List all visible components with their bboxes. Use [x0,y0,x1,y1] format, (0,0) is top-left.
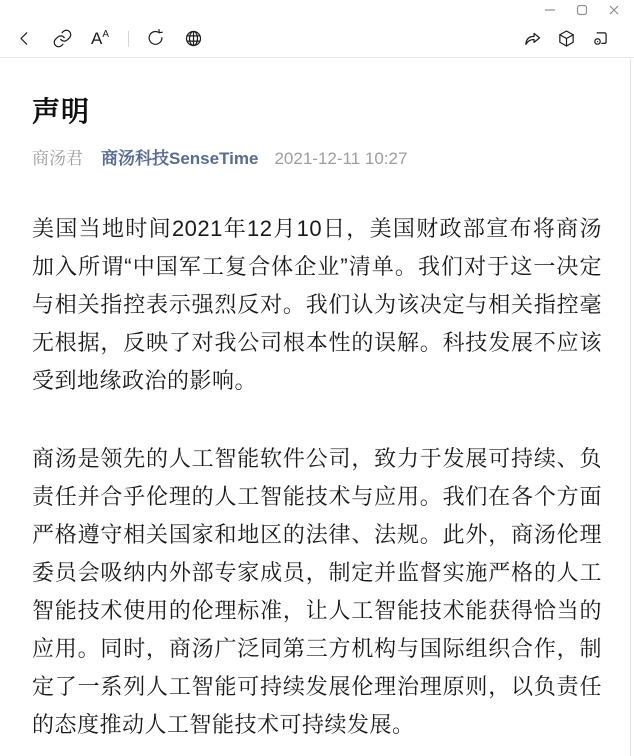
scroll-area-edge [630,59,631,756]
article-content [0,95,634,744]
share-button[interactable] [518,25,546,53]
font-size-icon: $A^A$ [90,28,109,48]
titlebar [0,0,634,20]
close-icon [608,4,620,16]
article-title: 声明 [32,96,91,127]
publish-timestamp: 2021-12-11 10:27 [274,149,408,168]
mini-program-button[interactable] [552,25,580,53]
minimize-icon [544,4,556,16]
maximize-button[interactable] [566,0,598,20]
paragraph: 商汤是领先的人工智能软件公司，致力于发展可持续、负责任并合乎伦理的人工智能技术与应用。我们在各个方面严格遵守相关国家和地区的法律、法规。此外，商汤伦理委员会吸纳内外部专家成员，制定并监督实施严格的人工智能技术使用的伦理标准，让人工智能技术能获得恰当的应用。同时，商汤广泛同第三方机构与国际组织合作，制定了一系列人工智能可持续发展伦理治理原则，以负责任的态度推动人工智能技术可持续发展。 [32,446,602,737]
toolbar [0,20,634,58]
paragraph: 美国当地时间2021年12月10日，美国财政部宣布将商汤加入所谓“中国军工复合体企业”清单。我们对于这一决定与相关指控表示强烈反对。我们认为该决定与相关指控毫无根据，反映了对我公司根本性的误解。科技发展不应该受到地缘政治的影响。 [32,216,602,393]
refresh-icon [145,28,166,49]
back-button[interactable] [10,25,38,53]
minimize-button[interactable] [534,0,566,20]
toolbar-left-group [10,25,217,53]
cube-icon [556,28,577,49]
open-in-browser-button[interactable] [179,25,207,53]
link-icon [52,28,73,49]
refresh-button[interactable] [141,25,169,53]
copy-link-button[interactable] [48,25,76,53]
close-button[interactable] [598,0,630,20]
maximize-icon [576,4,588,16]
back-icon [14,28,35,49]
byline [32,148,602,170]
toolbar-divider [128,31,129,47]
author-name: 商汤君 [32,149,83,168]
share-icon [522,28,543,49]
official-account-link[interactable]: 商汤科技SenseTime [101,149,259,168]
float-window-button[interactable] [586,25,614,53]
article-body [32,210,602,744]
font-size-button[interactable] [86,25,114,53]
globe-icon [183,28,204,49]
float-window-icon [590,28,611,49]
toolbar-right-group [512,25,614,53]
